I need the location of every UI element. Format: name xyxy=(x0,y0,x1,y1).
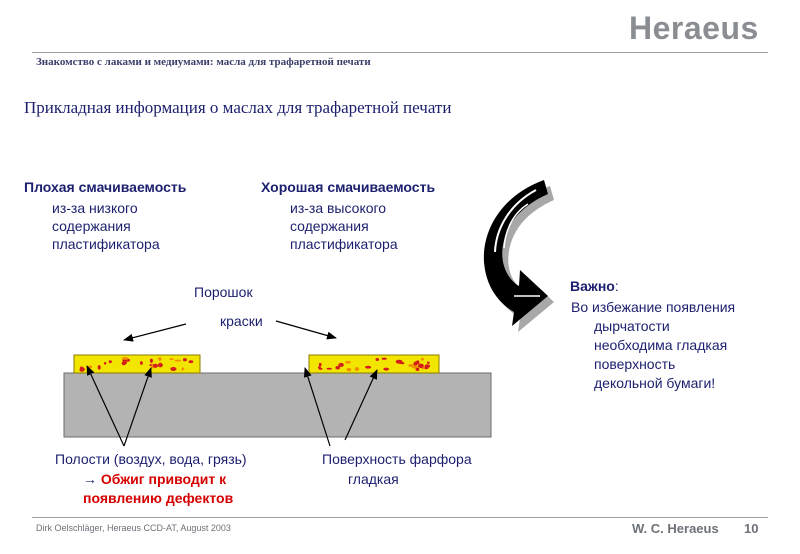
footer-author: Dirk Oelschläger, Heraeus CCD-AT, August 2003 xyxy=(36,523,231,533)
paint-particle xyxy=(189,360,194,363)
bad-wetting-line: из-за низкого xyxy=(52,200,138,216)
page-number: 10 xyxy=(744,521,759,536)
good-wetting-line: из-за высокого xyxy=(290,200,387,216)
important-line: декольной бумаги! xyxy=(594,375,716,391)
paint-particle xyxy=(416,368,420,371)
paint-particle xyxy=(98,365,101,370)
defects-warning-text: Обжиг приводит к xyxy=(100,471,227,487)
paint-particle xyxy=(418,364,424,368)
paint-particle xyxy=(414,362,418,366)
paint-particle xyxy=(345,361,351,364)
paint-particle xyxy=(158,357,161,361)
curved-arrow-icon xyxy=(484,180,554,332)
slide-subtitle: Знакомство с лаками и медиумами: масла для трафаретной печати xyxy=(36,56,371,68)
powder-arrow-right xyxy=(276,321,336,338)
right-arrow-icon: → xyxy=(83,471,97,487)
powder-label-line1: Порошок xyxy=(194,284,253,300)
paint-particle xyxy=(376,358,380,361)
paint-particle xyxy=(80,368,85,372)
paint-particle xyxy=(382,358,387,360)
surface-label-line2: гладкая xyxy=(348,471,399,487)
paint-particle xyxy=(335,366,340,370)
paint-particle xyxy=(365,366,371,369)
paint-particle xyxy=(182,368,185,371)
paint-particle xyxy=(319,363,322,366)
important-colon: : xyxy=(614,278,619,294)
important-line: поверхность xyxy=(594,356,676,372)
important-lines xyxy=(594,317,727,393)
paint-particle xyxy=(347,368,352,371)
paint-particle xyxy=(140,361,143,365)
good-wetting-line: пластификатора xyxy=(290,236,398,252)
paint-particle xyxy=(355,367,359,371)
powder-arrow-left xyxy=(124,324,186,340)
bad-wetting-heading: Плохая смачиваемость xyxy=(24,179,187,195)
important-line: необходима гладкая xyxy=(594,337,728,353)
defects-warning xyxy=(83,470,233,508)
paint-particle xyxy=(109,360,112,363)
paint-layer-bad xyxy=(74,355,200,373)
footer-company: W. C. Heraeus xyxy=(632,521,719,536)
paint-particle xyxy=(88,365,92,368)
paint-particle xyxy=(327,368,332,370)
powder-label-line2: краски xyxy=(220,313,263,329)
good-wetting-heading: Хорошая смачиваемость xyxy=(261,179,436,195)
paint-particle xyxy=(150,359,153,363)
footer-divider xyxy=(32,517,768,518)
good-wetting-line: содержания xyxy=(290,218,369,234)
surface-label-line1: Поверхность фарфора xyxy=(322,451,472,467)
important-heading: Важно xyxy=(570,278,615,294)
defects-warning-line1 xyxy=(83,470,233,489)
paint-particle xyxy=(421,358,424,361)
paint-particle xyxy=(400,362,404,364)
paint-particle xyxy=(383,368,389,371)
important-line-1: Во избежание появления xyxy=(571,299,736,315)
paint-particle xyxy=(183,358,187,361)
paint-particle xyxy=(104,362,106,365)
paint-particle xyxy=(169,358,173,360)
slide-title: Прикладная информация о маслах для трафаретной печати xyxy=(24,98,452,117)
cavities-label: Полости (воздух, вода, грязь) xyxy=(55,451,247,467)
paint-particle xyxy=(408,364,414,367)
bad-wetting-line: содержания xyxy=(52,218,131,234)
paint-particle xyxy=(170,367,176,371)
paint-particle xyxy=(153,364,158,368)
paint-particle xyxy=(175,360,182,362)
important-heading-row xyxy=(570,278,619,294)
paint-particle xyxy=(427,362,430,364)
heraeus-logo: Heraeus xyxy=(629,10,759,46)
paint-particle xyxy=(318,366,321,368)
defects-warning-line2: появлению дефектов xyxy=(83,490,234,506)
paint-particle xyxy=(158,363,163,368)
paint-particle xyxy=(122,357,129,360)
paint-particle xyxy=(124,362,127,364)
porcelain-substrate xyxy=(64,373,491,437)
important-line: дырчатости xyxy=(594,318,670,334)
bad-wetting-line: пластификатора xyxy=(52,236,160,252)
paint-particle xyxy=(425,364,431,368)
